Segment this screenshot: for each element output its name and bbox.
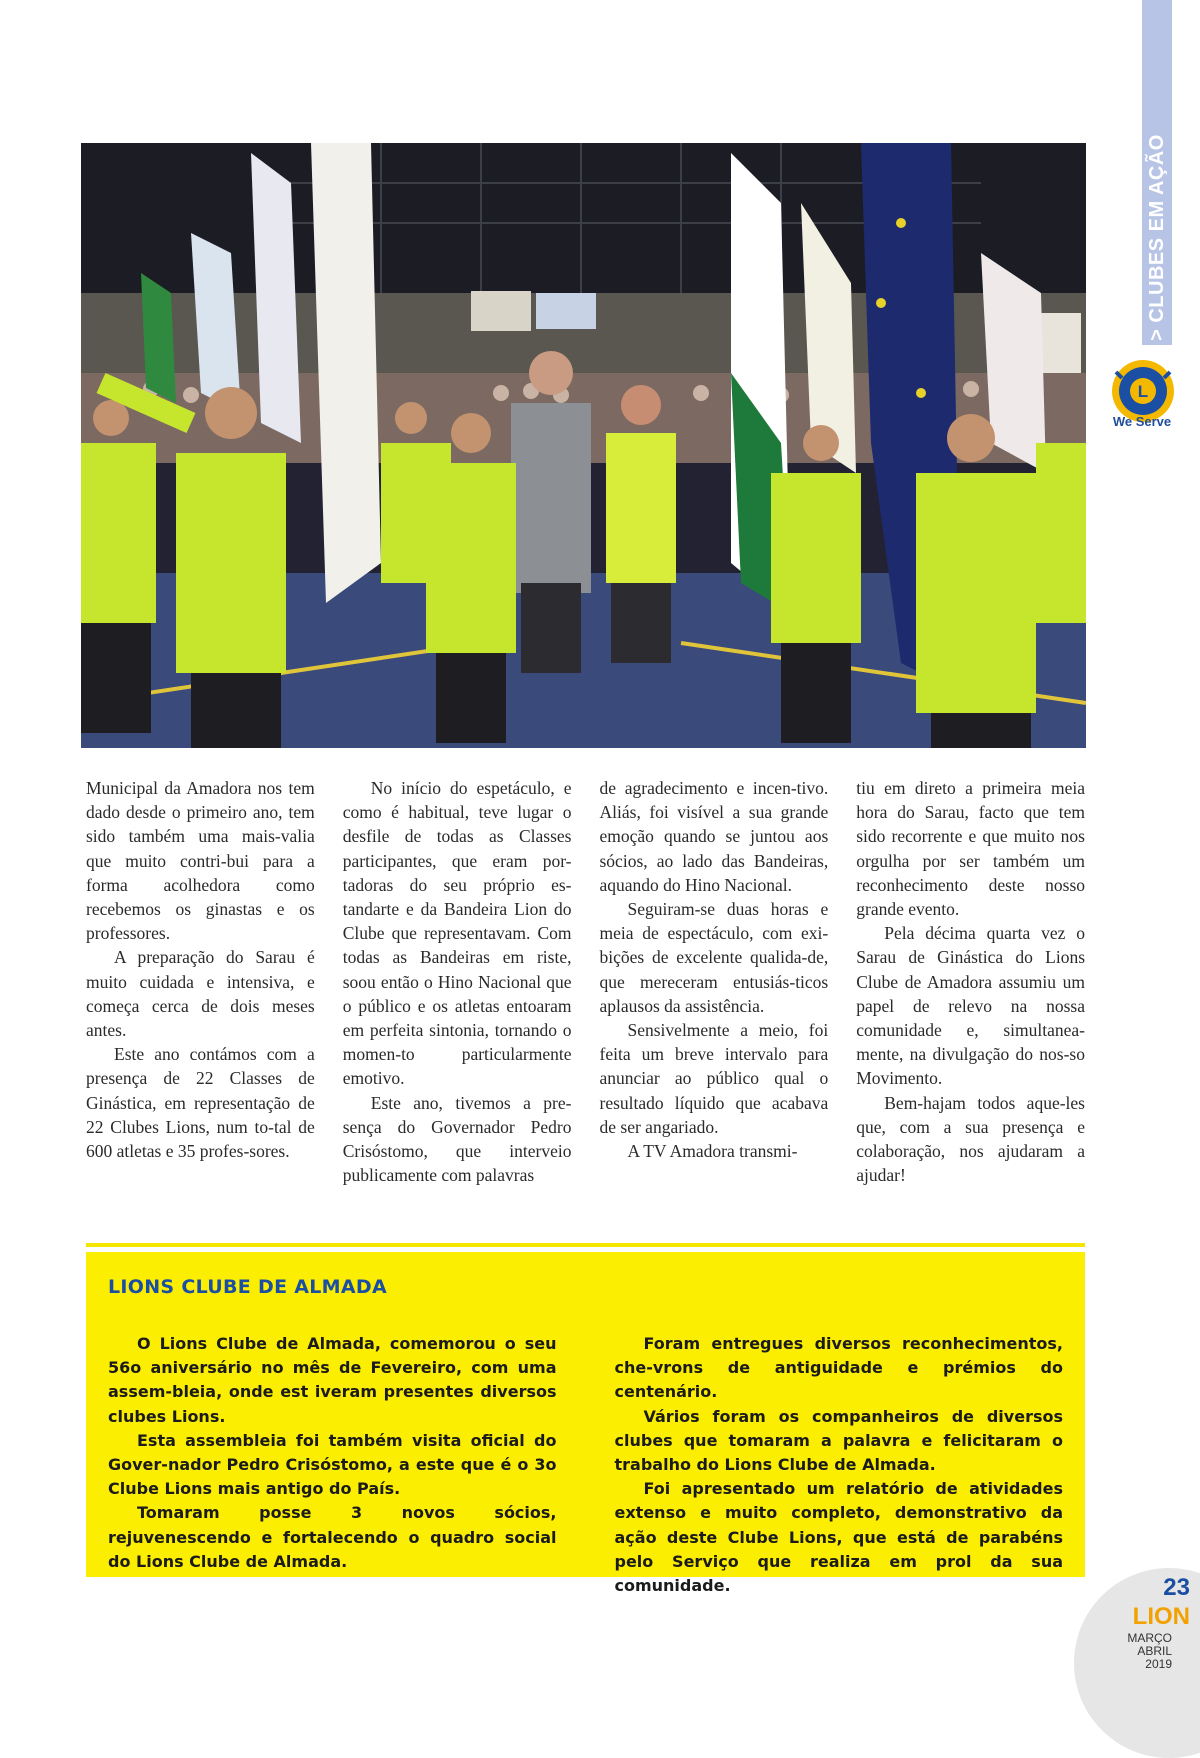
box-column-right	[615, 1332, 1064, 1598]
paragraph: Sensivelmente a meio, foi feita um breve intervalo para anunciar ao público qual o resultado líquido que acabava de ser angariado.	[599, 1020, 829, 1137]
magazine-name: LION	[1132, 1603, 1190, 1630]
almada-box	[86, 1252, 1085, 1596]
paragraph: O Lions Clube de Almada, comemorou o seu 56o aniversário no mês de Fevereiro, com uma assem-bleia, onde est iveram presentes diversos clubes Lions.	[108, 1334, 557, 1426]
paragraph: Foi apresentado um relatório de atividades extenso e muito completo, demonstrativo da ação deste Clube Lions, que está de parabéns pelo Serviço que realiza em prol da sua comunidade.	[614, 1479, 1063, 1596]
paragraph: Este ano contámos com a presença de 22 Classes de Ginástica, em representação de 22 Clubes Lions, num to-tal de 600 atletas e 35 profes-sores.	[86, 1044, 315, 1162]
paragraph: Pela décima quarta vez o Sarau de Ginástica do Lions Clube de Amadora assumiu um papel de relevo na nossa comunidade e, simultanea-mente, na divulgação do nos-so Movimento.	[856, 923, 1085, 1089]
paragraph: Municipal da Amadora nos tem dado desde o primeiro ano, tem sido também uma mais-valia que muito contri-bui para a forma acolhedora como recebemos os ginastas e os professores.	[86, 778, 315, 944]
paragraph: Foram entregues diversos reconhecimentos, che-vrons de antiguidade e prémios do centenário.	[614, 1334, 1063, 1402]
we-serve-motto: We Serve	[1112, 414, 1172, 429]
section-label	[1142, 130, 1172, 345]
parade-photo	[81, 143, 1086, 748]
issue-month-1: MARÇO	[1127, 1631, 1172, 1645]
paragraph: tiu em direto a primeira meia hora do Sarau, facto que tem sido recorrente e que muito nos orgulha por ser também um reconhecimento deste nosso grande evento.	[856, 778, 1085, 920]
paragraph: No início do espetáculo, e como é habitual, teve lugar o desfile de todas as Classes participantes, que eram por-tadoras do seu próprio es-tandarte e da Bandeira Lion do Clube que representavam. Com todas as Bandeiras em riste, soou então o Hino Nacional que o público e os atletas entoaram em perfeita sintonia, tornando o momen-to particularmente emotivo.	[342, 778, 572, 1089]
paragraph: de agradecimento e incen-tivo. Aliás, foi visível a sua grande emoção quando se juntou aos sócios, ao lado das Bandeiras, aquando do Hino Nacional.	[599, 778, 829, 895]
paragraph: Vários foram os companheiros de diversos clubes que tomaram a palavra e felicitaram o trabalho do Lions Clube de Almada.	[614, 1406, 1063, 1475]
page-number: 23	[1163, 1574, 1190, 1601]
box-columns	[108, 1332, 1063, 1598]
article-column-4	[856, 776, 1085, 1196]
paragraph: Bem-hajam todos aque-les que, com a sua presença e colaboração, nos ajudaram a ajudar!	[856, 1092, 1085, 1186]
box-top-rule	[86, 1243, 1085, 1247]
issue-year: 2019	[1145, 1657, 1172, 1671]
box-title: LIONS CLUBE DE ALMADA	[108, 1276, 387, 1298]
section-label-text: > CLUBES EM AÇÃO	[1145, 134, 1168, 341]
paragraph: Esta assembleia foi também visita oficial do Gover-nador Pedro Crisóstomo, a este que é o 3o Clube Lions mais antigo do País.	[108, 1430, 557, 1499]
article-column-2	[343, 776, 572, 1196]
paragraph: Seguiram-se duas horas e meia de espectáculo, com exi-bições de excelente qualida-de, que mereceram entusiás-ticos aplausos da assistência.	[599, 899, 829, 1016]
article-column-1	[86, 776, 315, 1196]
paragraph: A preparação do Sarau é muito cuidada e intensiva, e começa cerca de dois meses antes.	[86, 947, 315, 1041]
svg-text:L: L	[1137, 382, 1149, 401]
paragraph: A TV Amadora transmi-	[627, 1141, 798, 1162]
issue-month-2: ABRIL	[1137, 1644, 1172, 1658]
article-body	[86, 776, 1085, 1196]
box-column-left	[108, 1332, 557, 1598]
paragraph: Tomaram posse 3 novos sócios, rejuvenescendo e fortalecendo o quadro social do Lions Clube de Almada.	[108, 1503, 557, 1571]
article-column-3	[600, 776, 829, 1196]
paragraph: Este ano, tivemos a pre-sença do Governador Pedro Crisóstomo, que interveio publicamente com palavras	[342, 1092, 572, 1186]
